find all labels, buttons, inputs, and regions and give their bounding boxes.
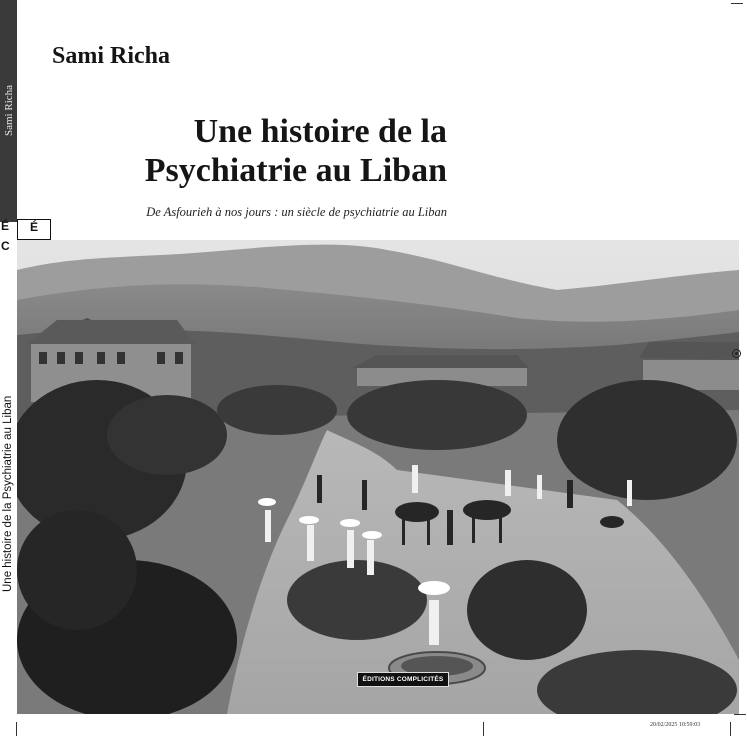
crop-mark [734, 714, 746, 715]
cover-photograph [17, 240, 739, 714]
registration-mark-icon [732, 349, 741, 358]
cover-title [145, 112, 447, 190]
cover-author: Sami Richa [52, 43, 171, 69]
spine-title: Une histoire de la Psychiatrie au Liban [2, 395, 14, 592]
book-spine [0, 0, 17, 741]
spine-publisher-logo [0, 219, 17, 259]
print-timestamp: 20/02/2025 10:59:03 [650, 722, 701, 728]
cover-subtitle: De Asfourieh à nos jours : un siècle de psychiatrie au Liban [146, 205, 447, 219]
spine-logo-letter-e: É [1, 219, 10, 233]
publisher-label: ÉDITIONS COMPLICITÉS [357, 672, 449, 687]
crop-mark [730, 722, 731, 736]
logo-letter-e: É [18, 220, 50, 240]
cover-title-line-2: Psychiatrie au Liban [144, 152, 447, 189]
cover-title-line-1: Une histoire de la [193, 113, 447, 150]
spine-author: Sami Richa [3, 84, 15, 136]
crop-mark [731, 3, 743, 4]
crop-mark [16, 722, 17, 736]
spine-logo-letter-c: C [1, 239, 10, 253]
crop-mark [483, 722, 484, 736]
photo-illustration [17, 240, 739, 714]
